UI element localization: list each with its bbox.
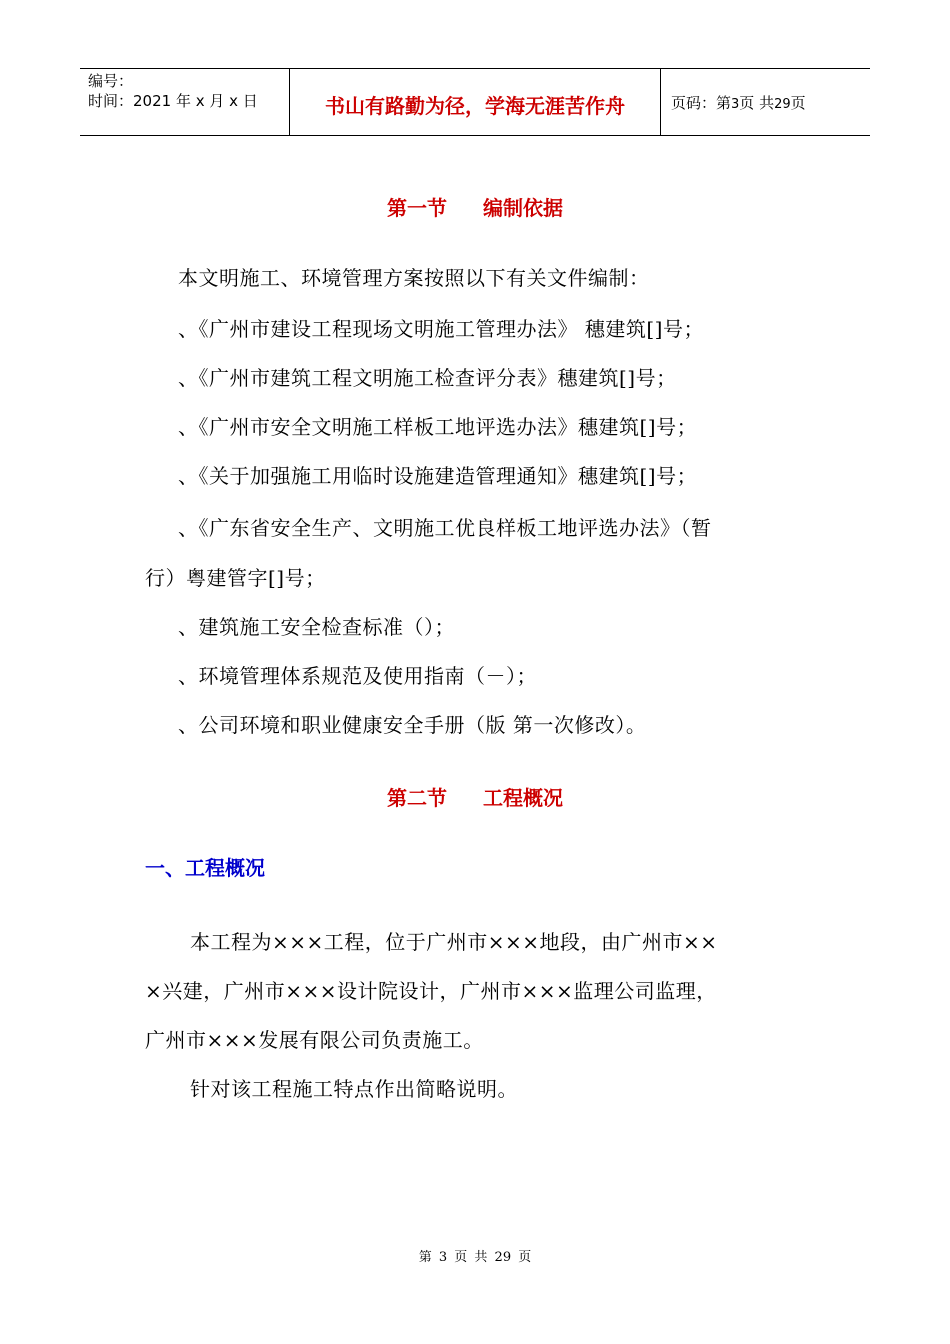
reference-item: 、公司环境和职业健康安全手册（版 第一次修改）。 bbox=[178, 713, 647, 737]
subheading-project-overview: 一、工程概况 bbox=[145, 856, 265, 880]
reference-item: 、《关于加强施工用临时设施建造管理通知》穗建筑[]号； bbox=[178, 464, 698, 488]
header-page-current: 3 bbox=[731, 96, 740, 112]
reference-item-continuation: 行）粤建管字[]号； bbox=[145, 566, 326, 590]
header-page-info: 页码：第3页 共29页 bbox=[671, 93, 806, 112]
section-1-number: 第一节 bbox=[387, 196, 447, 220]
paragraph-line: 广州市×××发展有限公司负责施工。 bbox=[145, 1028, 484, 1052]
document-number-label: 编号： bbox=[88, 72, 134, 90]
reference-item: 、环境管理体系规范及使用指南（－）； bbox=[178, 664, 537, 688]
header-page-total: 29 bbox=[774, 96, 791, 112]
section-2-title bbox=[0, 782, 950, 811]
header-meta bbox=[80, 69, 290, 136]
reference-item: 、《广州市安全文明施工样板工地评选办法》穗建筑[]号； bbox=[178, 415, 698, 439]
paragraph-line: 本工程为×××工程，位于广州市×××地段，由广州市×× bbox=[190, 930, 718, 954]
section-1-title bbox=[0, 192, 950, 221]
reference-item: 、《广东省安全生产、文明施工优良样板工地评选办法》（暂 bbox=[178, 516, 712, 540]
page-footer: 第 3 页 共 29 页 bbox=[418, 1250, 532, 1265]
section-1-intro: 本文明施工、环境管理方案按照以下有关文件编制： bbox=[178, 266, 650, 290]
header-motto: 书山有路勤为径，学海无涯苦作舟 bbox=[290, 69, 661, 136]
section-2-name: 工程概况 bbox=[483, 786, 563, 810]
closing-line: 针对该工程施工特点作出简略说明。 bbox=[190, 1077, 518, 1101]
reference-item: 、《广州市建设工程现场文明施工管理办法》 穗建筑[]号； bbox=[178, 317, 704, 341]
section-2-number: 第二节 bbox=[387, 786, 447, 810]
section-1-name: 编制依据 bbox=[483, 196, 563, 220]
reference-item: 、《广州市建筑工程文明施工检查评分表》穗建筑[]号； bbox=[178, 366, 677, 390]
reference-item: 、建筑施工安全检查标准（）； bbox=[178, 615, 455, 639]
document-time-label: 时间：2021 年 x 月 x 日 bbox=[88, 92, 258, 110]
paragraph-line: ×兴建，广州市×××设计院设计，广州市×××监理公司监理， bbox=[145, 979, 717, 1003]
header-table bbox=[80, 68, 870, 136]
